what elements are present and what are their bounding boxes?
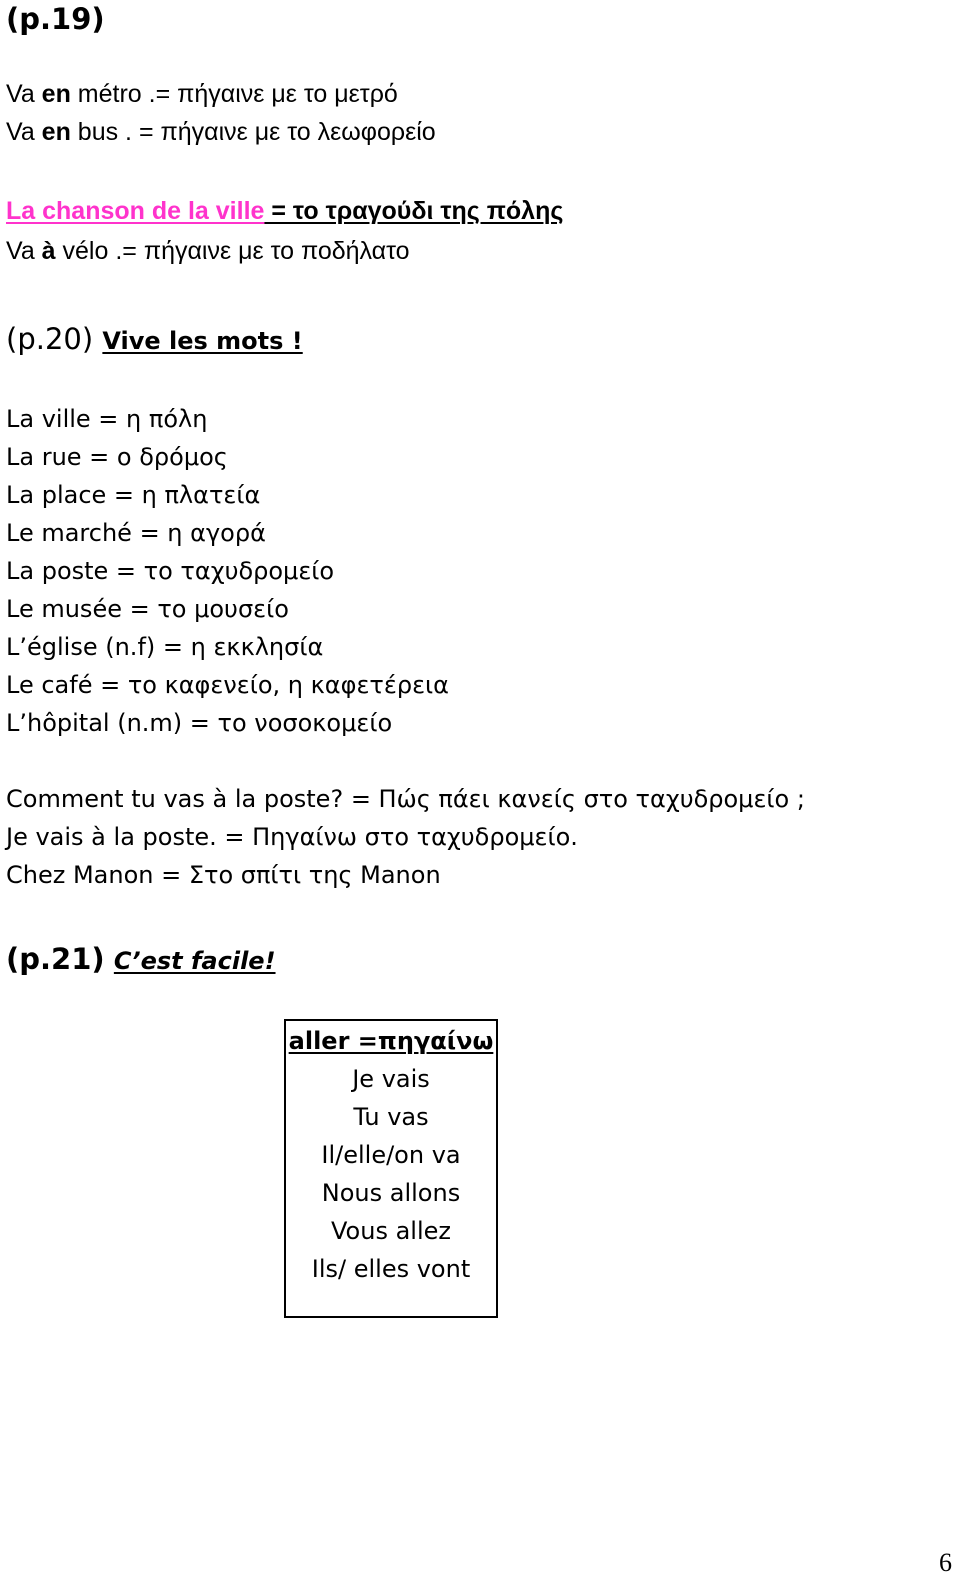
conjugation-table [284, 1019, 498, 1318]
vocab-item: L’église (n.f) = η εκκλησία [6, 633, 324, 661]
vocab-item: La poste = το ταχυδρομείο [6, 557, 335, 585]
conjugation-heading: aller =πηγαίνω [288, 1027, 494, 1055]
phrase-va-en-bus: Va en bus . = πήγαινε με το λεωφορείο [6, 118, 436, 146]
vocab-item: La place = η πλατεία [6, 481, 261, 509]
section-label-p19: (p.19) [6, 2, 105, 36]
conjugation-form: Vous allez [331, 1217, 451, 1245]
section-title-p21: C’est facile! [113, 947, 276, 975]
conjugation-form: Tu vas [353, 1103, 429, 1131]
page-number: 6 [939, 1548, 952, 1577]
song-title-gr: = το τραγούδι της πόλης [264, 197, 564, 225]
vocab-item: Le marché = η αγορά [6, 519, 266, 547]
phrase-item: Chez Manon = Στο σπίτι της Manon [6, 861, 441, 889]
conjugation-form: Il/elle/on va [321, 1141, 461, 1169]
phrase-item: Comment tu vas à la poste? = Πώς πάει κανείς στο ταχυδρομείο ; [6, 785, 805, 813]
section-label-p21: (p.21) C’est facile! [6, 942, 276, 976]
vocab-item: Le café = το καφενείο, η καφετέρεια [6, 671, 449, 699]
phrase-va-a-velo: Va à vélo .= πήγαινε με το ποδήλατο [6, 237, 410, 265]
phrase-item: Je vais à la poste. = Πηγαίνω στο ταχυδρομείο. [6, 823, 578, 851]
vocab-item: Le musée = το μουσείο [6, 595, 289, 623]
song-title-line [6, 197, 563, 226]
vocab-item: L’hôpital (n.m) = το νοσοκομείο [6, 709, 393, 737]
conjugation-form: Nous allons [321, 1179, 461, 1207]
phrase-va-en-metro: Va en métro .= πήγαινε με το μετρό [6, 80, 398, 108]
section-label-p20: (p.20) Vive les mots ! [6, 322, 303, 356]
conjugation-form: Je vais [352, 1065, 430, 1093]
song-title-fr: La chanson de la ville [6, 197, 265, 225]
vocab-item: La rue = ο δρόμος [6, 443, 228, 471]
section-title-p20: Vive les mots ! [102, 327, 303, 355]
conjugation-form: Ils/ elles vont [311, 1255, 471, 1283]
vocab-item: La ville = η πόλη [6, 405, 208, 433]
